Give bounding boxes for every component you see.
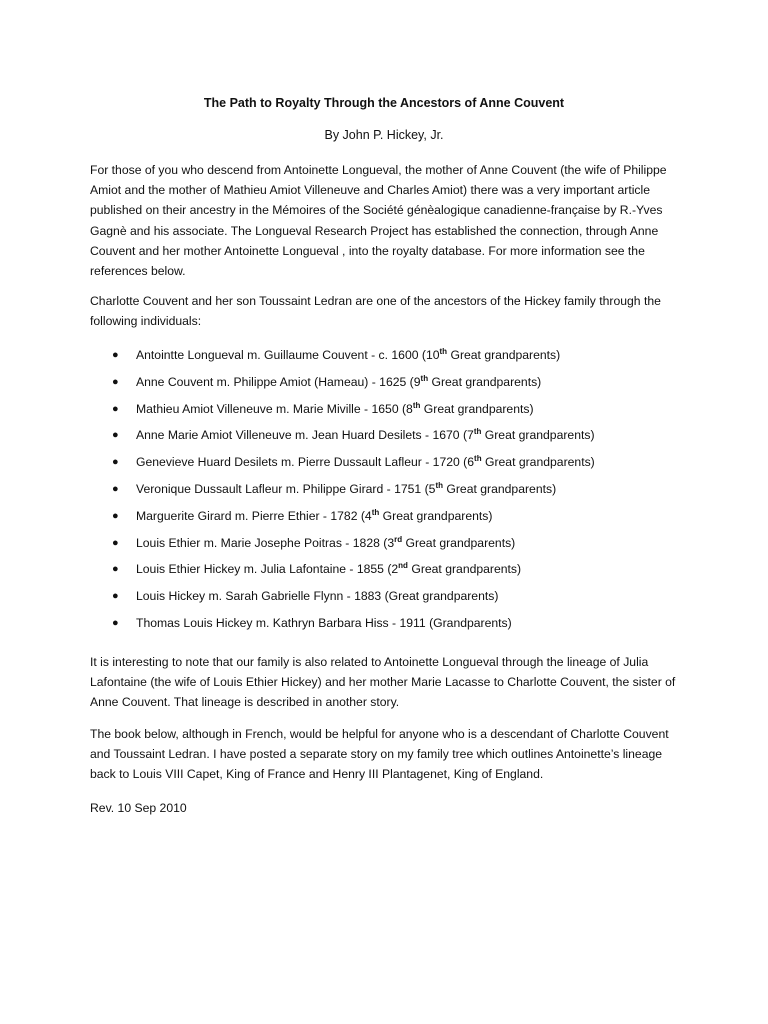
bullet-icon: ● [112, 590, 119, 603]
generation-suffix: Great grandparents) [481, 455, 595, 470]
generation-suffix: Great grandparents) [407, 562, 522, 577]
generation-text: Veronique Dussault Lafleur m. Philippe Girard - 1751 (5 [136, 481, 436, 496]
related-note-paragraph: It is interesting to note that our family is also related to Antoinette Longueval through the lineage of Julia Lafontaine (the wife of Louis Ethier Hickey) and her mother Marie Lacasse to Charlotte Couvent, the sister of Anne Couvent. That lineage is described in another story. [90, 655, 676, 710]
list-item [90, 452, 710, 479]
list-item [90, 559, 710, 586]
generation-text: Louis Ethier m. Marie Josephe Poitras - 1828 (3 [136, 535, 395, 550]
intro-paragraph: For those of you who descend from Antoinette Longueval, the mother of Anne Couvent (the wife of Philippe Amiot and the mother of Mathieu Amiot Villeneuve and Charles Amiot) there was a very important article published on their ancestry in the Mémoires of the Société génèalogique canadienne-française by R.-Yves Gagnè and his associate. The Longueval Research Project has established the connection, through Anne Couvent and her mother Antoinette Longueval , into the royalty database. For more information see the references below. [90, 163, 667, 279]
generation-text: Marguerite Girard m. Pierre Ethier - 1782 (4 [136, 508, 372, 523]
generation-ordinal: th [412, 400, 421, 410]
generation-ordinal: th [474, 454, 482, 464]
generation-suffix: Great grandparents) [443, 481, 557, 496]
generation-text: Anne Marie Amiot Villeneuve m. Jean Huard Desilets - 1670 (7 [136, 428, 474, 443]
bullet-icon: ● [112, 375, 119, 388]
generation-ordinal: th [435, 480, 443, 490]
bullet-icon: ● [112, 402, 119, 415]
list-item [90, 372, 710, 399]
bullet-icon: ● [112, 349, 119, 361]
generation-ordinal: nd [398, 561, 408, 571]
generation-text: Genevieve Huard Desilets m. Pierre Dussault Lafleur - 1720 (6 [136, 455, 475, 470]
generation-suffix: Great grandparents) [481, 428, 595, 443]
generation-suffix: Great grandparents) [447, 348, 561, 362]
generation-suffix: Great grandparents) [402, 535, 516, 550]
generation-ordinal: th [420, 373, 429, 383]
document-title: The Path to Royalty Through the Ancestors of Anne Couvent [203, 96, 565, 110]
generation-text: Louis Ethier Hickey m. Julia Lafontaine - 1855 (2 [136, 562, 399, 577]
generation-list [90, 345, 710, 640]
generation-ordinal: rd [394, 534, 403, 544]
bullet-icon: ● [112, 563, 119, 576]
bullet-icon: ● [112, 429, 119, 442]
list-item [90, 345, 710, 372]
list-item [90, 506, 710, 533]
generation-text: Louis Hickey m. Sarah Gabrielle Flynn - 1883 (Great grandparents) [136, 589, 499, 604]
generation-text: Antointte Longueval m. Guillaume Couvent - c. 1600 (10 [136, 348, 440, 362]
generation-ordinal: th [371, 507, 380, 517]
bullet-icon: ● [112, 536, 119, 549]
author-byline: By John P. Hickey, Jr. [324, 128, 444, 142]
generation-ordinal: th [439, 346, 448, 356]
bullet-icon: ● [112, 482, 119, 495]
bullet-icon: ● [112, 456, 119, 469]
list-item [90, 399, 710, 426]
book-note-paragraph: The book below, although in French, would be helpful for anyone who is a descendant of Charlotte Couvent and Toussaint Ledran. I have posted a separate story on my family tree which outlines Antoinette’s lineage back to Louis VIII Capet, King of France and Henry III Plantagenet, King of England. [90, 727, 669, 782]
list-item [90, 479, 710, 506]
list-item [90, 533, 710, 560]
generation-text: Mathieu Amiot Villeneuve m. Marie Miville - 1650 (8 [136, 401, 413, 416]
lineage-intro-paragraph: Charlotte Couvent and her son Toussaint Ledran are one of the ancestors of the Hickey family through the following individuals: [90, 294, 661, 329]
generation-ordinal: th [473, 427, 482, 437]
bullet-icon: ● [112, 616, 119, 629]
list-item [90, 586, 710, 613]
generation-suffix: Great grandparents) [379, 508, 493, 523]
generation-suffix: Great grandparents) [420, 401, 534, 416]
list-item [90, 613, 710, 640]
list-item [90, 425, 710, 452]
bullet-icon: ● [112, 509, 119, 522]
generation-text: Anne Couvent m. Philippe Amiot (Hameau) - 1625 (9 [136, 374, 421, 389]
generation-suffix: Great grandparents) [428, 374, 542, 389]
generation-text: Thomas Louis Hickey m. Kathryn Barbara Hiss - 1911 (Grandparents) [136, 615, 512, 630]
revision-date: Rev. 10 Sep 2010 [90, 801, 187, 815]
